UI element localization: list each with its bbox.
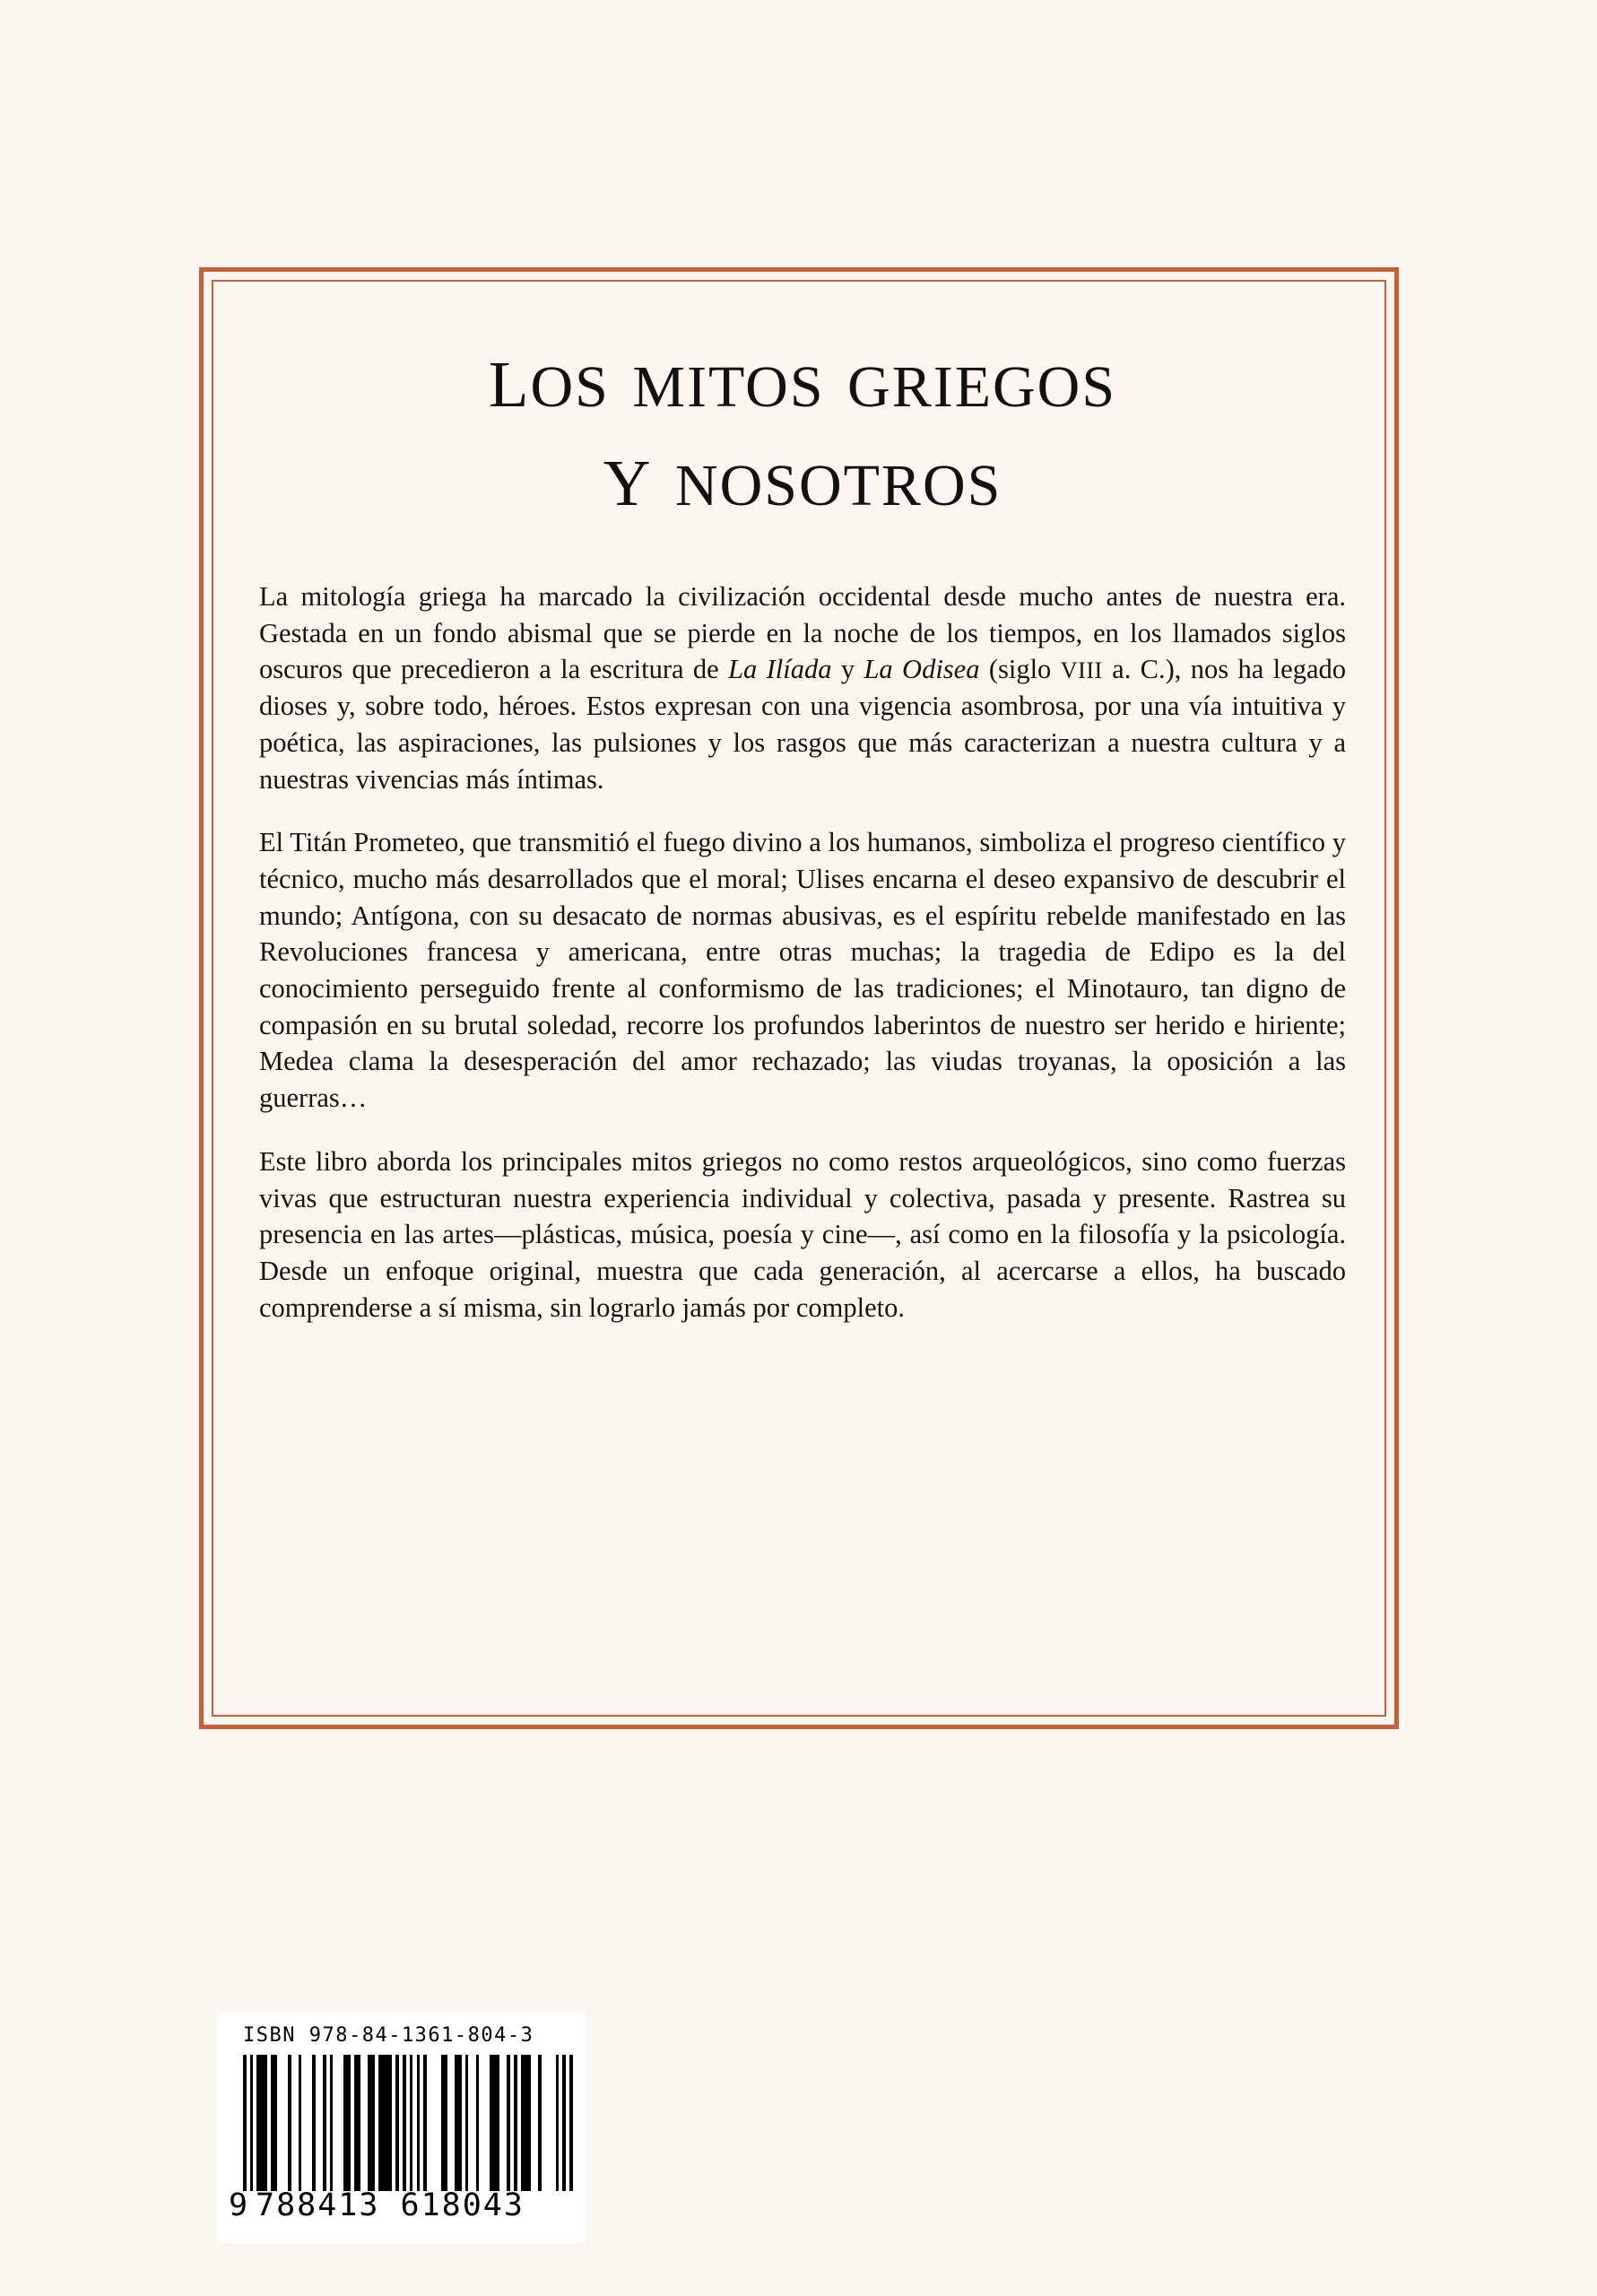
barcode-bars [243,2055,573,2191]
isbn-label: ISBN 978-84-1361-804-3 [243,2024,534,2047]
blurb-text [259,578,1346,1326]
blurb-p1-part-d: a. C.), nos ha legado dioses y, sobre todo, héroes. Estos expresan con una vigencia asombrosa, por una vía intuitiva y poética, las aspiraciones, las pulsiones y los rasgos que más caracterizan a nuestra cultura y a nuestras vivencias más íntimas. [259,654,1346,795]
page-title [259,320,1346,526]
barcode-digits-main: 788413 618043 [256,2187,525,2223]
barcode-digits [225,2187,578,2227]
blurb-p1-part-c: (siglo [979,654,1061,685]
blurb-p1-part-a: La mitología griega ha marcado la civilización occidental desde mucho antes de nuestra era. Gestada en un fondo abismal que se pierde en la noche de los tiempos, en los llamados siglos oscuros que precedieron a la escritura de [259,581,1346,685]
blurb-paragraph-3: Este libro aborda los principales mitos griegos no como restos arqueológicos, sino como fuerzas vivas que estructuran nuestra experiencia individual y colectiva, pasada y presente. Rastrea su presencia en las artes—plásticas, música, poesía y cine—, así como en la filosofía y la psicología. Desde un enfoque original, muestra que cada generación, al acercarse a ellos, ha buscado comprenderse a sí misma, sin lograrlo jamás por completo. [259,1145,1346,1323]
blurb-paragraph-1 [259,578,1346,797]
title-line-1: los mitos griegos [488,324,1117,427]
blurb-panel [259,320,1346,1326]
title-la-odisea: La Odisea [864,654,980,685]
barcode-block [218,2012,586,2243]
barcode-digit-leading: 9 [229,2187,250,2223]
title-la-iliada: La Ilíada [728,654,832,685]
title-line-2: y nosotros [603,422,1002,526]
blurb-p1-part-b: y [831,654,864,685]
blurb-frame [199,267,1399,1729]
century-numeral: VIII [1060,657,1103,684]
blurb-paragraph-2: El Titán Prometeo, que transmitió el fuego divino a los humanos, simboliza el progreso científico y técnico, mucho más desarrollados que el moral; Ulises encarna el deseo expansivo de descubrir el mundo; Antígona, con su desacato de normas abusivas, es el espíritu rebelde manifestado en las Revoluciones francesa y americana, entre otras muchas; la tragedia de Edipo es la del conocimiento perseguido frente al conformismo de las tradiciones; el Minotauro, tan digno de compasión en su brutal soledad, recorre los profundos laberintos de nuestro ser herido e hiriente; Medea clama la desesperación del amor rechazado; las viudas troyanas, la oposición a las guerras… [259,827,1346,1114]
